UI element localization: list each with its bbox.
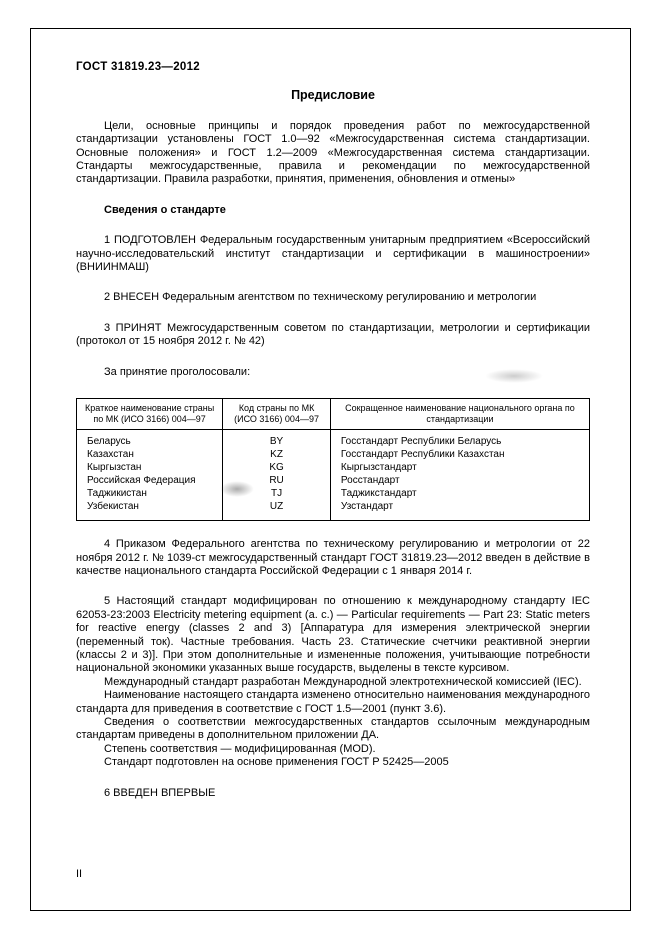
cell-org: Госстандарт Республики Беларусь <box>330 430 589 449</box>
foreword-item-4: 4 Приказом Федерального агентства по техническому регулированию и метрологии от 22 ноября 2012 г. № 1039-ст межгосударственный стандарт ГОСТ 31819.23—2012 введен в действие в качестве национального стандарта Российской Федерации с 1 января 2014 г. <box>76 538 590 577</box>
foreword-item-5-note-3: Сведения о соответствии межгосударственных стандартов ссылочным международным стандартам приведены в дополнительном приложении ДА. <box>76 715 590 742</box>
cell-code: KG <box>223 461 331 474</box>
foreword-item-6: 6 ВВЕДЕН ВПЕРВЫЕ <box>104 786 216 799</box>
cell-org: Узстандарт <box>330 500 589 521</box>
cell-country: Таджикистан <box>77 487 223 500</box>
document-content <box>76 61 590 800</box>
table-row <box>77 474 590 487</box>
cell-country: Узбекистан <box>77 500 223 521</box>
foreword-item-5-note-2: Наименование настоящего стандарта изменено относительно наименования международного стандарта для приведения в соответствие с ГОСТ 1.5—2001 (пункт 3.6). <box>76 689 590 715</box>
cell-code: TJ <box>223 487 331 500</box>
cell-country: Казахстан <box>77 448 223 461</box>
cell-code: KZ <box>223 448 331 461</box>
voting-table <box>76 398 590 521</box>
column-header-org: Сокращенное наименование национального органа по стандартизации <box>330 399 589 430</box>
vote-intro-line: За принятие проголосовали: <box>104 365 251 378</box>
cell-code: RU <box>223 474 331 487</box>
foreword-item-5: 5 Настоящий стандарт модифицирован по отношению к международному стандарту IEC 62053-23:2003 Electricity metering equipment (a. c.) — Particular requirements — Part 23: Static meters for reactive energy (classes 2 and 3) [Аппаратура для измерения электрической энергии (переменный ток). Частные требования. Часть 23. Статические счетчики реактивной энергии (классы 2 и 3)]. При этом дополнительные и измененные положения, учитывающие потребности национальной экономики указанных выше государств, выделены в тексте курсивом. <box>76 595 590 675</box>
table-row <box>77 500 590 521</box>
table-row <box>77 430 590 449</box>
foreword-item-5-note-5: Стандарт подготовлен на основе применения ГОСТ Р 52425—2005 <box>104 756 449 769</box>
page-border-frame <box>30 28 631 911</box>
page-number: II <box>76 868 83 880</box>
table-row <box>77 448 590 461</box>
cell-org: Госстандарт Республики Казахстан <box>330 448 589 461</box>
foreword-item-2: 2 ВНЕСЕН Федеральным агентством по техническому регулированию и метрологии <box>104 291 537 304</box>
cell-country: Кыргызстан <box>77 461 223 474</box>
foreword-item-3: 3 ПРИНЯТ Межгосударственным советом по стандартизации, метрологии и сертификации (протокол от 15 ноября 2012 г. № 42) <box>76 321 590 348</box>
document-code: ГОСТ 31819.23—2012 <box>76 61 200 73</box>
cell-country: Российская Федерация <box>77 474 223 487</box>
cell-country: Беларусь <box>77 430 223 449</box>
cell-org: Таджикстандарт <box>330 487 589 500</box>
table-row <box>77 487 590 500</box>
standard-info-heading: Сведения о стандарте <box>104 203 226 216</box>
page-title: Предисловие <box>291 88 375 103</box>
column-header-country: Краткое наименование страны по МК (ИСО 3166) 004—97 <box>77 399 223 430</box>
foreword-item-1: 1 ПОДГОТОВЛЕН Федеральным государственным унитарным предприятием «Всероссийский научно-исследовательский институт стандартизации и сертификации в машиностроении» (ВНИИНМАШ) <box>76 234 590 274</box>
column-header-code: Код страны по МК (ИСО 3166) 004—97 <box>223 399 331 430</box>
foreword-item-5-note-1: Международный стандарт разработан Международной электротехнической комиссией (IEC). <box>104 675 582 688</box>
cell-org: Росстандарт <box>330 474 589 487</box>
cell-code: UZ <box>223 500 331 521</box>
cell-org: Кыргызстандарт <box>330 461 589 474</box>
intro-paragraph: Цели, основные принципы и порядок проведения работ по межгосударственной стандартизации установлены ГОСТ 1.0—92 «Межгосударственная система стандартизации. Основные положения» и ГОСТ 1.2—2009 «Межгосударственная система стандартизации. Стандарты межгосударственные, правила и рекомендации по межгосударственной стандартизации. Правила разработки, принятия, применения, обновления и отмены» <box>76 119 590 186</box>
voting-table-header-row <box>77 399 590 430</box>
foreword-item-5-note-4: Степень соответствия — модифицированная (MOD). <box>104 742 376 755</box>
cell-code: BY <box>223 430 331 449</box>
table-row <box>77 461 590 474</box>
